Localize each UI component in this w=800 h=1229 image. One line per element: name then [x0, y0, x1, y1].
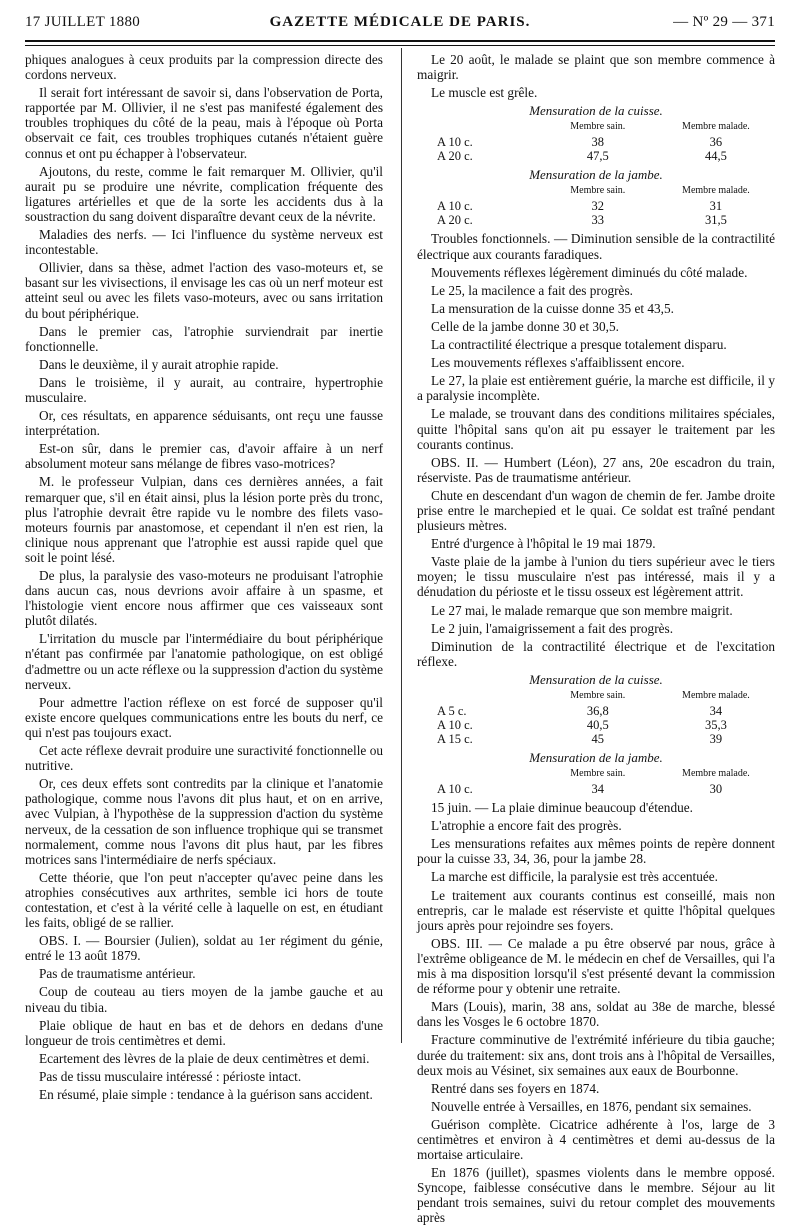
paragraph: Dans le troisième, il y aurait, au contraire, hypertrophie musculaire. [25, 374, 383, 405]
paragraph: OBS. III. — Ce malade a pu être observé par nous, grâce à l'extrême obligeance de M. le médecin en chef de Versailles, qui l'a mis à ma disposition lorsqu'il s'est présenté devant la commission de réforme pour y obtenir une retraite. [417, 935, 775, 997]
measurement-table [417, 750, 775, 796]
table-cell: 33 [591, 213, 605, 228]
column-header: Membre malade. [682, 768, 750, 780]
paragraph: Or, ces deux effets sont contredits par la clinique et l'anatomie pathologique, comme nous l'avons dit plus haut, et on en arrive, avec Vulpian, à l'hypothèse de la suppression d'action du système nerveux, de la cessation de son influence trophique qui se transmet normalement, comme nous l'avons dit plus haut, par les fibres motrices sans l'intermédiaire de nerfs spéciaux. [25, 776, 383, 867]
column-header: Membre sain. [570, 690, 626, 701]
paragraph: phiques analogues à ceux produits par la compression directe des cordons nerveux. [25, 52, 383, 83]
paragraph: En 1876 (juillet), spasmes violents dans le membre opposé. Syncope, faiblesse consécutive dans le membre. Séjour au lit pendant trois semaines, suivi du retour complet des mouvements après [417, 1165, 775, 1226]
table-cell: 34 [709, 704, 723, 718]
header-date: 17 JUILLET 1880 [25, 14, 141, 30]
paragraph: Ecartement des lèvres de la plaie de deux centimètres et demi. [39, 1050, 370, 1066]
table-cell: 31 [709, 199, 723, 214]
paragraph: Diminution de la contractilité électrique et de l'excitation réflexe. [417, 638, 775, 669]
paragraph: Mars (Louis), marin, 38 ans, soldat au 38e de marche, blessé dans les Vosges le 6 octobre 1870. [417, 999, 775, 1030]
table-cell: 32 [591, 199, 605, 214]
column-header-empty [417, 183, 539, 199]
paragraph: Cet acte réflexe devrait produire une suractivité fonctionnelle ou nutritive. [25, 743, 383, 774]
table-cell: 35,3 [704, 718, 727, 732]
paragraph: Les mouvements réflexes s'affaiblissent encore. [431, 355, 685, 371]
table-row [417, 149, 775, 163]
paragraph: Le 2 juin, l'amaigrissement a fait des progrès. [431, 620, 674, 636]
table-cell: A 5 c. [437, 704, 467, 718]
column-header: Membre malade. [682, 185, 750, 197]
table-row [417, 732, 775, 746]
paragraph: La contractilité électrique a presque totalement disparu. [431, 337, 727, 353]
table-cell: 30 [709, 782, 723, 797]
paragraph: Le 27 mai, le malade remarque que son membre maigrit. [431, 602, 733, 618]
paragraph: Maladies des nerfs. — Ici l'influence du système nerveux est incontestable. [25, 227, 383, 258]
table-cell: 36 [709, 135, 723, 150]
paragraph: Il serait fort intéressant de savoir si, dans l'observation de Porta, rapportée par M. Ollivier, il ne s'est pas manifesté également des troubles trophiques du côté de la peau, mais à l'époque où Porta observait ce fait, ces troubles trophiques cutanés n'étaient guère connus et ont pu échapper à l'observateur. [25, 85, 383, 161]
paragraph: L'atrophie a encore fait des progrès. [431, 818, 622, 834]
paragraph: La marche est difficile, la paralysie est très accentuée. [431, 869, 718, 885]
table-cell: A 10 c. [437, 199, 473, 214]
table-cell: 45 [591, 732, 605, 746]
measurement-title: Mensuration de la jambe. [529, 750, 663, 765]
table-cell: A 20 c. [437, 149, 473, 164]
header-rule-thick [25, 40, 775, 42]
paragraph: Le malade, se trouvant dans des conditions militaires spéciales, quitte l'hôpital sans qu'on ait pu essayer le traitement par les courants continus. [417, 406, 775, 452]
measurement-title: Mensuration de la cuisse. [529, 103, 663, 119]
column-divider [401, 48, 402, 1043]
paragraph: Est-on sûr, dans le premier cas, d'avoir affaire à un nerf absolument moteur sans mélange de fibres vaso-motrices? [25, 441, 383, 472]
table-row [417, 718, 775, 732]
table-cell: A 20 c. [437, 213, 473, 228]
measurement-table [417, 167, 775, 227]
column-header-empty [417, 119, 539, 135]
column-header: Membre sain. [570, 121, 626, 133]
paragraph: Chute en descendant d'un wagon de chemin de fer. Jambe droite prise entre le marchepied et le quai. Ce soldat est traîné pendant plusieurs mètres. [417, 487, 775, 534]
column-header-empty [417, 688, 539, 704]
column-header: Membre sain. [570, 768, 626, 780]
paragraph: Ollivier, dans sa thèse, admet l'action des vaso-moteurs et, se basant sur les vivisections, il envisage les cas où un nerf moteur est atteint seul ou avec les filets vaso-moteurs, avec ou sans irritation du bout périphérique. [25, 260, 383, 321]
column-header-empty [417, 766, 539, 782]
measurement-table [417, 672, 775, 746]
table-cell: 31,5 [704, 213, 727, 228]
column-header: Membre malade. [682, 121, 750, 133]
journal-title: GAZETTE MÉDICALE DE PARIS. [269, 14, 531, 30]
paragraph: Le 25, la macilence a fait des progrès. [431, 282, 633, 298]
table-cell: A 10 c. [437, 782, 473, 797]
table-cell: 36,8 [586, 704, 609, 718]
paragraph: Nouvelle entrée à Versailles, en 1876, pendant six semaines. [431, 1098, 752, 1114]
table-cell: A 10 c. [437, 135, 473, 150]
table-row [417, 782, 775, 796]
paragraph: Guérison complète. Cicatrice adhérente à l'os, large de 3 centimètres et environ à 4 centimètres et demi au-dessus de la mortaise articulaire. [417, 1116, 775, 1163]
measurement-title: Mensuration de la jambe. [529, 167, 663, 183]
paragraph: Coup de couteau au tiers moyen de la jambe gauche et au niveau du tibia. [25, 984, 383, 1015]
paragraph: Entré d'urgence à l'hôpital le 19 mai 1879. [431, 536, 656, 552]
paragraph: La mensuration de la cuisse donne 35 et 43,5. [431, 300, 674, 316]
paragraph: Le 20 août, le malade se plaint que son membre commence à maigrir. [417, 52, 775, 83]
paragraph: L'irritation du muscle par l'intermédiaire du bout périphérique n'étant pas confirmée par l'anatomie pathologique, on est obligé d'admettre ou un acte réflexe ou la suppression d'action du système nerveux. [25, 631, 383, 692]
paragraph: Mouvements réflexes légèrement diminués du côté malade. [431, 264, 748, 280]
paragraph: Rentré dans ses foyers en 1874. [431, 1080, 600, 1096]
table-row [417, 704, 775, 718]
column-header: Membre malade. [682, 690, 750, 701]
paragraph: Les mensurations refaites aux mêmes points de repère donnent pour la cuisse 33, 34, 36, pour la jambe 28. [417, 836, 775, 867]
paragraph: Le 27, la plaie est entièrement guérie, la marche est difficile, il y a paralysie incomplète. [417, 373, 775, 404]
header-rule-thin [25, 45, 775, 46]
paragraph: OBS. II. — Humbert (Léon), 27 ans, 20e escadron du train, réserviste. Pas de traumatisme antérieur. [417, 454, 775, 485]
paragraph: Le traitement aux courants continus est conseillé, mais non entrepris, car le malade est réserviste et quitte l'hôpital quelques jours après pour rejoindre ses foyers. [417, 887, 775, 933]
paragraph: Plaie oblique de haut en bas et de dehors en dedans d'une longueur de trois centimètres et demi. [25, 1017, 383, 1048]
paragraph: Vaste plaie de la jambe à l'union du tiers supérieur avec le tiers moyen; le tissu musculaire n'est pas intéressé, mais il y a dénudation du périoste et le tissu osseux est légèrement attrit. [417, 554, 775, 600]
paragraph: Pas de tissu musculaire intéressé : périoste intact. [39, 1068, 302, 1084]
left-column [25, 52, 383, 1105]
table-cell: 39 [709, 732, 723, 746]
paragraph: OBS. I. — Boursier (Julien), soldat au 1er régiment du génie, entré le 13 août 1879. [25, 933, 383, 964]
table-cell: 47,5 [586, 149, 609, 164]
table-cell: 44,5 [704, 149, 727, 164]
paragraph: 15 juin. — La plaie diminue beaucoup d'étendue. [431, 800, 693, 816]
paragraph: Dans le premier cas, l'atrophie surviendrait par inertie fonctionnelle. [25, 323, 383, 354]
table-row [417, 135, 775, 149]
paragraph: De plus, la paralysie des vaso-moteurs ne produisant l'atrophie dans aucun cas, nous devrions avoir affaire à un spasme, et l'histologie vient encore nous affirmer que ces vaisseaux sont plutôt dilatés. [25, 568, 383, 629]
paragraph: Ajoutons, du reste, comme le fait remarquer M. Ollivier, qu'il aurait pu se produire une névrite, complication fréquente des ligatures artérielles et que de la sorte les accidents dus à la soustraction du sang doivent disparaître devant ceux de la névrite. [25, 163, 383, 224]
running-header [25, 14, 775, 36]
table-cell: 38 [591, 135, 605, 150]
column-header: Membre sain. [570, 185, 626, 197]
table-cell: 34 [591, 782, 605, 797]
table-row [417, 213, 775, 227]
table-cell: A 10 c. [437, 718, 473, 732]
paragraph: Troubles fonctionnels. — Diminution sensible de la contractilité électrique aux courants faradiques. [417, 231, 775, 262]
table-cell: 40,5 [586, 718, 609, 732]
paragraph: Pas de traumatisme antérieur. [39, 966, 196, 982]
table-row [417, 199, 775, 213]
measurement-table [417, 103, 775, 163]
measurement-title: Mensuration de la cuisse. [529, 671, 663, 687]
paragraph: Cette théorie, que l'on peut n'accepter qu'avec peine dans les atrophies consécutives aux arthrites, semble ici hors de toute contestation, et c'est à la vérité celle à laquelle on est, en étudiant les faits, obligé de se rallier. [25, 869, 383, 931]
issue-page-number: — Nº 29 — 371 [673, 14, 775, 30]
paragraph: Or, ces résultats, en apparence séduisants, ont reçu une fausse interprétation. [25, 408, 383, 439]
paragraph: Le muscle est grêle. [431, 85, 538, 101]
paragraph: Pour admettre l'action réflexe on est forcé de supposer qu'il existe encore quelques communications entre les bouts du nerf, ce qui n'est pas toujours exact. [25, 694, 383, 740]
paragraph: En résumé, plaie simple : tendance à la guérison sans accident. [39, 1087, 373, 1102]
right-column [417, 52, 775, 1229]
paragraph: M. le professeur Vulpian, dans ces dernières années, a fait remarquer que, s'il en était ainsi, plus la lésion porte près du tronc, plus l'atrophie devrait être rapide vu le nombre des filets vaso-moteurs fournis par anastomose, et cependant il n'en est rien, la clinique nous apprenant que l'atrophie est aussi rapide quel que soit le point lésé. [25, 474, 383, 565]
paragraph: Dans le deuxième, il y aurait atrophie rapide. [39, 356, 279, 372]
paragraph: Fracture comminutive de l'extrémité inférieure du tibia gauche; durée du traitement: six ans, dont trois ans à l'hôpital de Versailles, deux mois au Vésinet, six semaines aux eaux de Bourbonne. [417, 1032, 775, 1078]
table-cell: A 15 c. [437, 732, 473, 746]
paragraph: Celle de la jambe donne 30 et 30,5. [431, 318, 619, 334]
